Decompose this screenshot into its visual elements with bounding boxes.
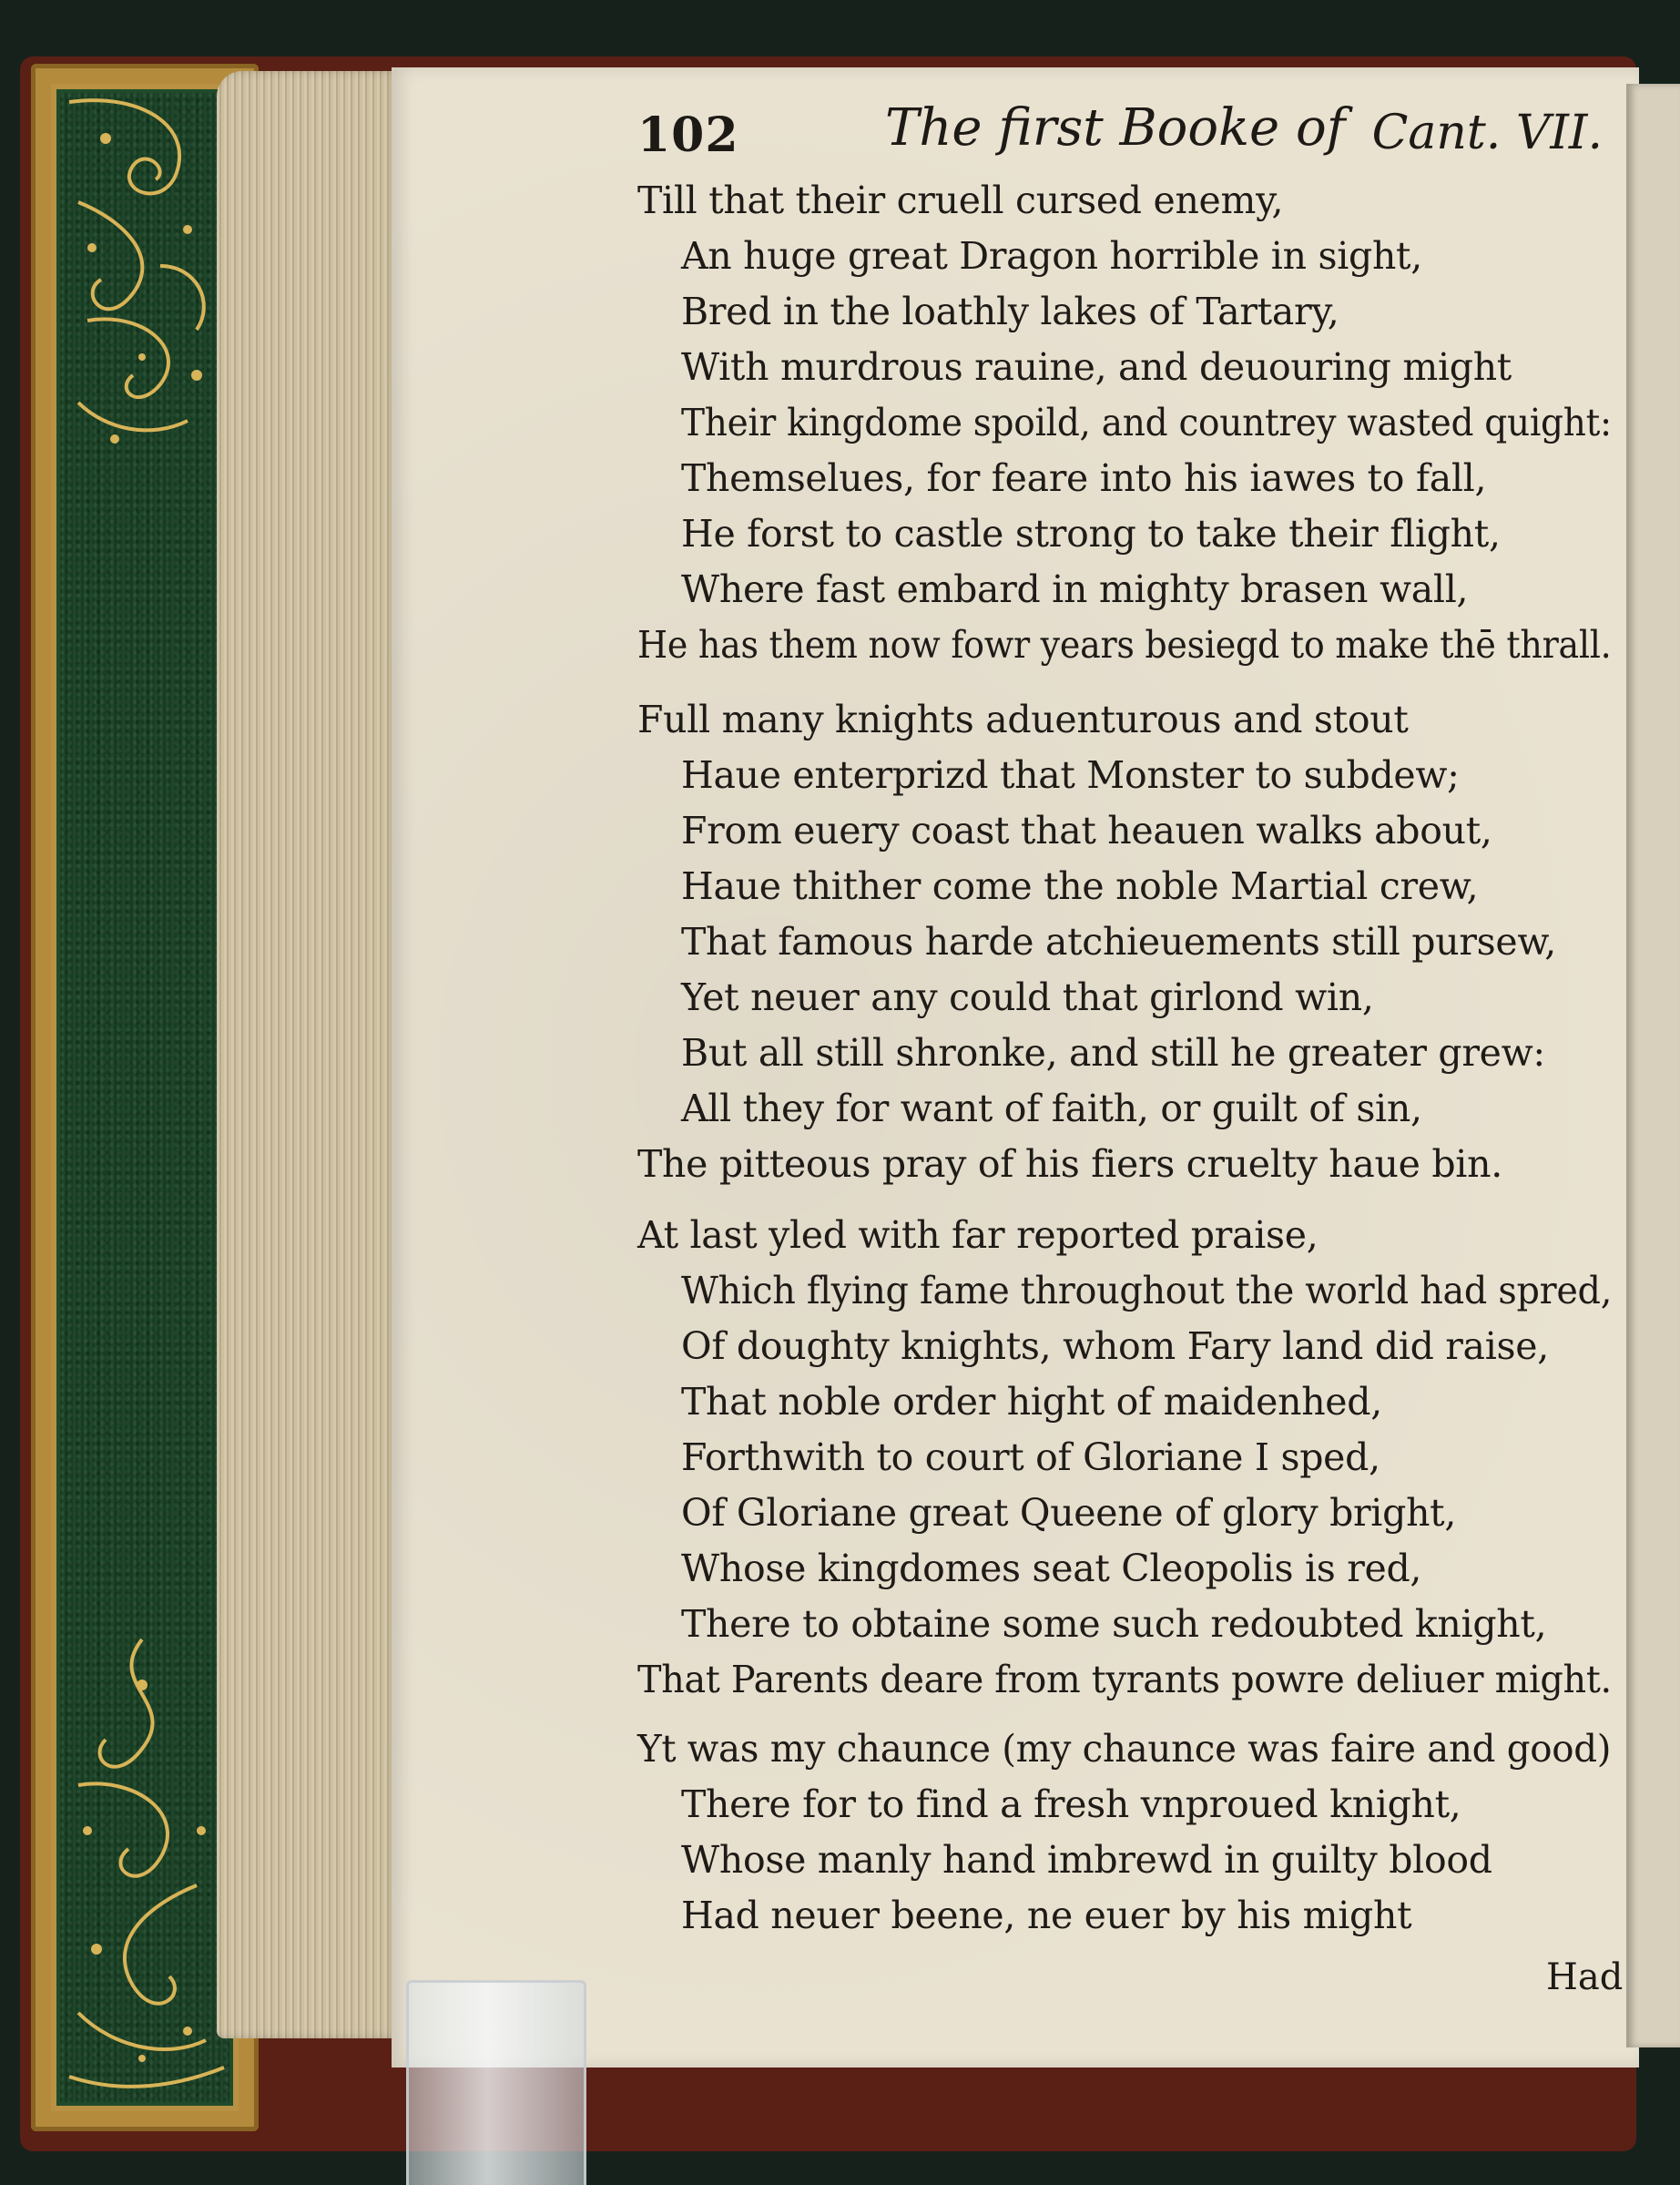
verse-line: Yt was my chaunce (my chaunce was faire and good) bbox=[637, 1727, 1612, 1771]
verse-line: Haue thither come the noble Martial crew, bbox=[681, 864, 1479, 908]
gilt-scroll-ornament-top bbox=[51, 84, 239, 466]
page-edges bbox=[217, 71, 399, 2038]
verse-line: Which flying fame throughout the world had spred, bbox=[681, 1269, 1613, 1312]
running-title: The first Booke of bbox=[885, 98, 1346, 158]
verse-line: From euery coast that heauen walks about, bbox=[681, 809, 1492, 853]
verse-line: Haue enterprizd that Monster to subdew; bbox=[681, 753, 1460, 797]
page-clamp bbox=[406, 1980, 586, 2185]
gilt-scroll-ornament-bottom bbox=[51, 1630, 239, 2111]
verse-line: The pitteous pray of his fiers cruelty haue bin. bbox=[637, 1142, 1502, 1186]
catchword: Had bbox=[1546, 1956, 1624, 1998]
verse-line: Of Gloriane great Queene of glory bright, bbox=[681, 1491, 1457, 1535]
verse-line: He forst to castle strong to take their flight, bbox=[681, 512, 1501, 556]
verse-line: That famous harde atchieuements still pursew, bbox=[681, 920, 1556, 964]
verse-line: He has them now fowr years besiegd to make thē thrall. bbox=[637, 623, 1612, 667]
verse-line: At last yled with far reported praise, bbox=[637, 1213, 1319, 1257]
verse-line: There for to find a fresh vnproued knight, bbox=[681, 1782, 1461, 1826]
verse-line: Their kingdome spoild, and countrey wasted quight: bbox=[681, 401, 1612, 444]
verse-line: Had neuer beene, ne euer by his might bbox=[681, 1894, 1412, 1937]
verse-line: But all still shronke, and still he greater grew: bbox=[681, 1031, 1545, 1075]
verse-line: Themselues, for feare into his iawes to fall, bbox=[681, 456, 1487, 500]
canto-label: Cant. VII. bbox=[1371, 106, 1603, 160]
page-number: 102 bbox=[637, 107, 739, 163]
verse-line: Of doughty knights, whom Fary land did raise, bbox=[681, 1324, 1549, 1368]
verse-line: That noble order hight of maidenhed, bbox=[681, 1380, 1382, 1424]
verse-line: With murdrous rauine, and deuouring might bbox=[681, 345, 1512, 389]
running-header bbox=[637, 98, 1603, 171]
verse-line: All they for want of faith, or guilt of sin, bbox=[681, 1087, 1422, 1130]
verse-line: Where fast embard in mighty brasen wall, bbox=[681, 567, 1469, 611]
verse-line: There to obtaine some such redoubted knight, bbox=[681, 1602, 1547, 1646]
facing-page-edge bbox=[1626, 84, 1680, 2047]
verse-line: Bred in the loathly lakes of Tartary, bbox=[681, 290, 1339, 333]
verse-line: Whose manly hand imbrewd in guilty blood bbox=[681, 1838, 1492, 1882]
verse-line: Full many knights aduenturous and stout bbox=[637, 698, 1409, 741]
verse-line: Till that their cruell cursed enemy, bbox=[637, 179, 1284, 222]
verse-line: Whose kingdomes seat Cleopolis is red, bbox=[681, 1547, 1422, 1590]
verse-line: An huge great Dragon horrible in sight, bbox=[681, 234, 1422, 278]
verse-line: Forthwith to court of Gloriane I sped, bbox=[681, 1435, 1380, 1479]
verse-line: That Parents deare from tyrants powre deliuer might. bbox=[637, 1658, 1612, 1701]
verse-line: Yet neuer any could that girlond win, bbox=[681, 975, 1374, 1019]
